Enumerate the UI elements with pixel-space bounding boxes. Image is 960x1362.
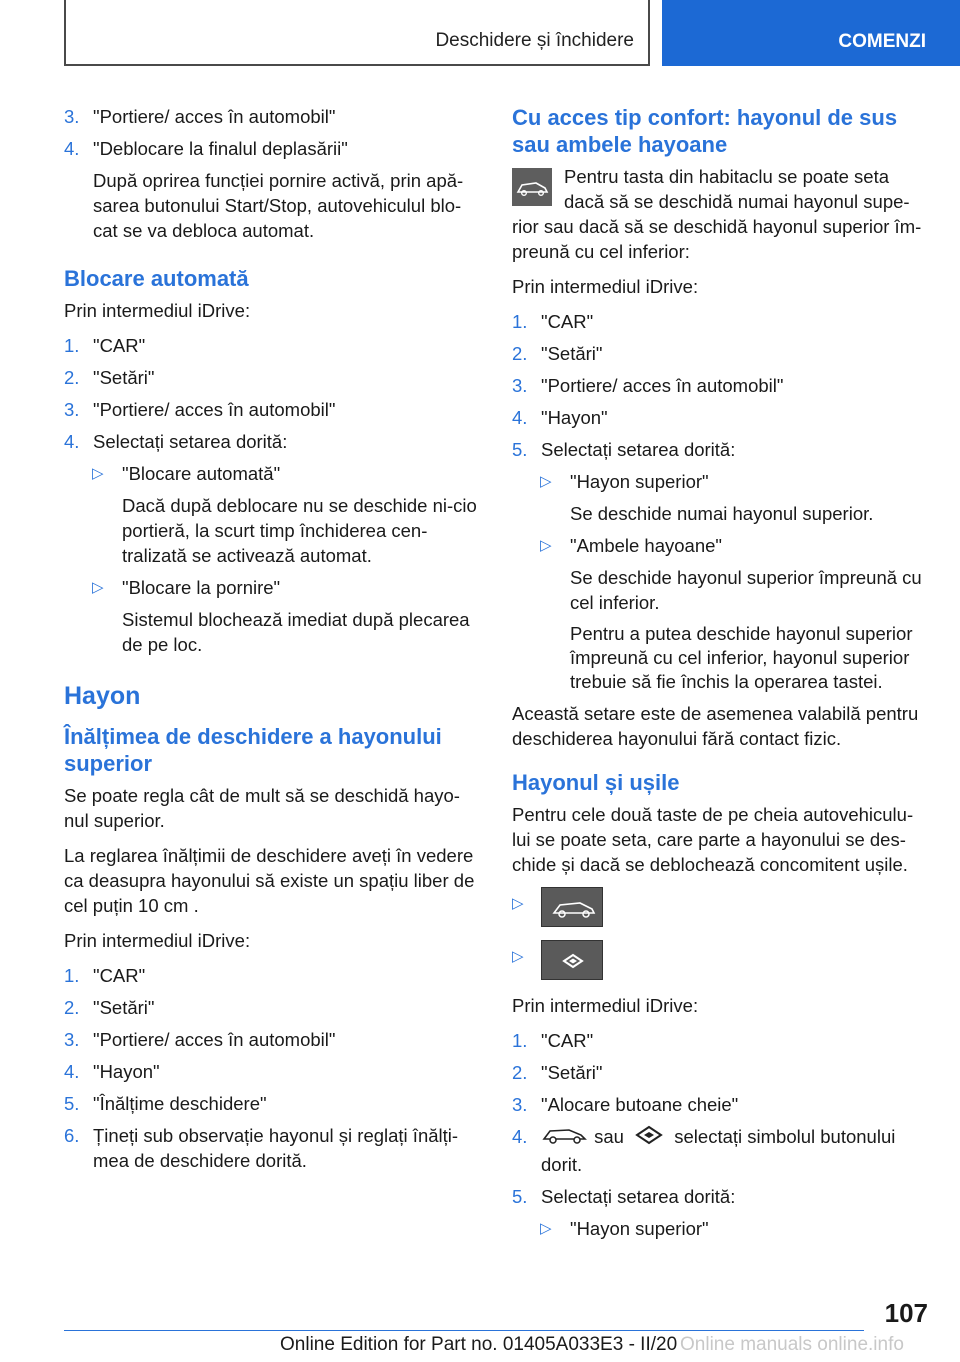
list-item (512, 1092, 928, 1117)
list-number: 1. (64, 965, 80, 986)
list-item (64, 995, 484, 1020)
bullet-icon: ▷ (540, 537, 552, 554)
list-number: 3. (64, 399, 80, 420)
paragraph: Pentru tasta din habitaclu se poate seta dacă să se deschidă numai hayonul supe-rior sau dacă să se deschidă hayonul superior îm-preună cu cel inferior: (512, 166, 922, 262)
list-number: 4. (64, 1061, 80, 1082)
option-item (512, 1216, 928, 1241)
header-frame (64, 0, 650, 66)
paragraph: Pentru cele două taste de pe cheia autovehiculu-lui se poate seta, care parte a hayonului se des-chide și dacă se deblochează concomitent ușile. (512, 804, 914, 875)
list-text: "Portiere/ acces în automobil" (93, 106, 336, 127)
idrive-intro: Prin intermediul iDrive: (512, 276, 699, 297)
paragraph: La reglarea înălțimii de deschidere aveți în vedere ca deasupra hayonului să existe un spațiu liber de cel puțin 10 cm . (64, 845, 475, 916)
footer-divider (64, 1330, 864, 1331)
diamond-key-button-icon (541, 940, 603, 980)
list-text: "Înălțime deschidere" (93, 1093, 267, 1114)
list-item (512, 405, 928, 430)
idrive-intro: Prin intermediul iDrive: (64, 930, 251, 951)
list-text: "CAR" (93, 335, 146, 356)
list-number: 3. (512, 1094, 528, 1115)
list-item (64, 1091, 484, 1116)
list-text: selectați simbolul butonului dorit. (541, 1126, 896, 1176)
paragraph: Această setare este de asemenea valabilă pentru deschiderea hayonului fără contact fizic. (512, 703, 919, 749)
idrive-intro: Prin intermediul iDrive: (64, 300, 251, 321)
key-button-option (512, 887, 928, 933)
list-number: 3. (512, 375, 528, 396)
list-number: 5. (64, 1093, 80, 1114)
list-number: 4. (512, 407, 528, 428)
option-label: "Hayon superior" (570, 1218, 709, 1240)
list-text: "Portiere/ acces în automobil" (541, 375, 784, 396)
left-column (64, 104, 484, 1180)
list-text: "Deblocare la finalul deplasării" (93, 138, 348, 159)
list-item (512, 373, 928, 398)
list-text: "Portiere/ acces în automobil" (93, 1029, 336, 1050)
list-number: 1. (64, 335, 80, 356)
list-item (512, 1060, 928, 1085)
chapter-heading-hayon: Hayon (64, 682, 141, 710)
list-number: 1. (512, 1030, 528, 1051)
list-text: "Hayon" (93, 1061, 160, 1082)
list-number: 4. (512, 1126, 528, 1147)
list-item (512, 1184, 928, 1209)
key-button-option (512, 940, 928, 986)
list-item (64, 104, 484, 129)
option-description: Dacă după deblocare nu se deschide ni-cio portieră, la scurt timp închiderea cen-tralizată se activează automat. (122, 495, 477, 566)
list-item (512, 1028, 928, 1053)
option-description: Se deschide numai hayonul superior. (570, 503, 874, 524)
list-item (512, 437, 928, 462)
list-item (512, 1124, 928, 1177)
bullet-icon: ▷ (512, 948, 524, 965)
chapter-tab[interactable] (662, 0, 960, 66)
list-number: 3. (64, 106, 80, 127)
option-item (512, 533, 928, 558)
tailgate-button-icon (512, 168, 552, 206)
idrive-intro: Prin intermediul iDrive: (512, 995, 699, 1016)
list-item (64, 365, 484, 390)
list-item (64, 333, 484, 358)
list-item (64, 1123, 484, 1173)
list-text: "Setări" (541, 343, 603, 364)
list-text: "Setări" (541, 1062, 603, 1083)
list-text: "Hayon" (541, 407, 608, 428)
chapter-label: COMENZI (838, 31, 926, 52)
list-number: 4. (64, 431, 80, 452)
bullet-icon: ▷ (92, 465, 104, 482)
list-text: "CAR" (93, 965, 146, 986)
list-text: Țineți sub observație hayonul și reglați înălți-mea de deschidere dorită. (93, 1125, 459, 1171)
option-item (64, 461, 484, 486)
list-text: Selectați setarea dorită: (93, 431, 288, 452)
right-column (512, 104, 928, 1248)
list-item (512, 341, 928, 366)
section-title: Deschidere și închidere (435, 30, 634, 51)
diamond-icon (629, 1124, 669, 1152)
list-number: 2. (512, 343, 528, 364)
bullet-icon: ▷ (540, 473, 552, 490)
list-description: După oprirea funcției pornire activă, prin apă-sarea butonului Start/Stop, autovehiculul blo-cat se va debloca automat. (93, 170, 464, 241)
option-label: "Blocare la pornire" (122, 577, 281, 598)
paragraph: Se poate regla cât de mult să se deschidă hayo-nul superior. (64, 785, 460, 831)
list-text: sau (594, 1126, 624, 1147)
option-label: "Ambele hayoane" (570, 535, 722, 556)
list-number: 2. (64, 997, 80, 1018)
list-text: "Setări" (93, 367, 155, 388)
list-number: 2. (512, 1062, 528, 1083)
option-description: Pentru a putea deschide hayonul superior împreună cu cel inferior, hayonul superior trebuie să fie închis la operarea tastei. (570, 623, 913, 692)
list-text: "Setări" (93, 997, 155, 1018)
section-heading-doors: Hayonul și ușile (512, 770, 680, 795)
list-item (512, 309, 928, 334)
section-heading-height: Înălțimea de deschidere a hayonului superior (64, 724, 442, 776)
list-number: 5. (512, 439, 528, 460)
list-number: 1. (512, 311, 528, 332)
bullet-icon: ▷ (92, 579, 104, 596)
page-number: 107 (884, 1298, 928, 1328)
bullet-icon: ▷ (540, 1220, 552, 1238)
list-item (64, 136, 484, 161)
list-number: 3. (64, 1029, 80, 1050)
list-item (64, 397, 484, 422)
option-description: Sistemul blochează imediat după plecarea de pe loc. (122, 609, 470, 655)
list-item (64, 1059, 484, 1084)
option-description: Se deschide hayonul superior împreună cu cel inferior. (570, 567, 922, 613)
list-item (64, 1027, 484, 1052)
list-number: 6. (64, 1125, 80, 1146)
option-label: "Blocare automată" (122, 463, 281, 484)
list-text: "Alocare butoane cheie" (541, 1094, 739, 1115)
car-icon (541, 1124, 589, 1152)
edition-footer: Online Edition for Part no. 01405A033E3 - II/20 (280, 1334, 678, 1355)
option-label: "Hayon superior" (570, 471, 709, 492)
option-item (64, 575, 484, 600)
list-text: "CAR" (541, 1030, 594, 1051)
list-number: 4. (64, 138, 80, 159)
bullet-icon: ▷ (512, 895, 524, 912)
list-number: 2. (64, 367, 80, 388)
list-text: "CAR" (541, 311, 594, 332)
option-item (512, 469, 928, 494)
list-item (64, 429, 484, 454)
list-number: 5. (512, 1186, 528, 1208)
list-text: "Portiere/ acces în automobil" (93, 399, 336, 420)
car-key-button-icon (541, 887, 603, 927)
list-text: Selectați setarea dorită: (541, 1186, 736, 1208)
section-heading-auto-lock: Blocare automată (64, 266, 249, 291)
watermark: Online manuals online.info (680, 1334, 904, 1355)
list-item (64, 963, 484, 988)
list-text: Selectați setarea dorită: (541, 439, 736, 460)
section-heading-comfort: Cu acces tip confort: hayonul de sus sau ambele hayoane (512, 105, 898, 157)
